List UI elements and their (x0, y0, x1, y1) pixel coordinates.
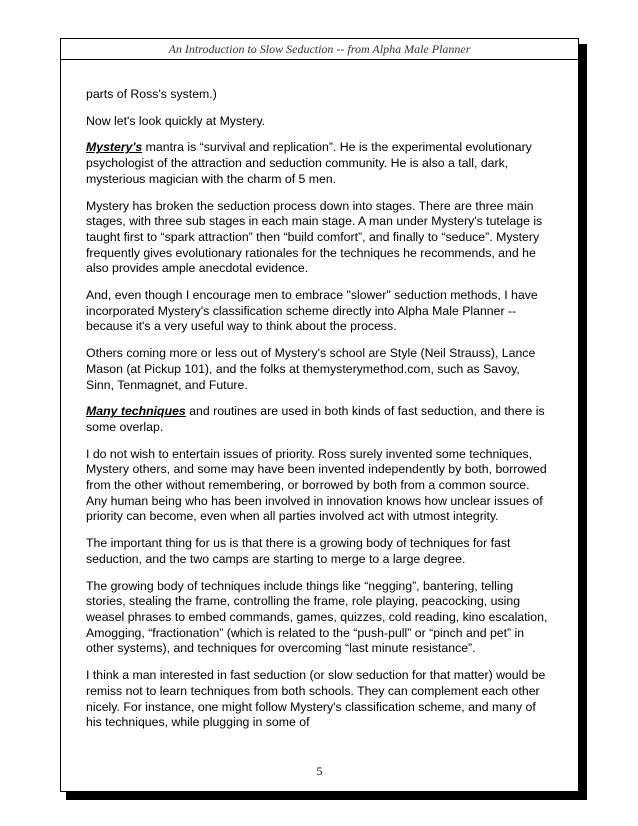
mystery-link[interactable]: Mystery's (86, 140, 143, 155)
paragraph: Others coming more or less out of Mystery's school are Style (Neil Strauss), Lance Mason (at Pickup 101), and the folks at themysterymethod.com, such as Savoy, Sinn, Tenmagnet, and Future. (86, 346, 536, 392)
paragraph-text: mantra is “survival and replication”. He is the experimental evolutionary psychologist of the attraction and seduction community. He is also a tall, dark, mysterious magician with the charm of 5 men. (86, 140, 532, 186)
paragraph: I think a man interested in fast seduction (or slow seduction for that matter) would be remiss not to learn techniques from both schools. They can complement each other nicely. For instance, one might follow Mystery's classification scheme, and many of his techniques, while plugging in some of (86, 668, 546, 730)
paragraph: The growing body of techniques include things like “negging”, bantering, telling stories, stealing the frame, controlling the frame, role playing, peacocking, using weasel phrases to embed commands, games, quizzes, cold reading, kino escalation, Amogging, “fractionation” (which is related to the “push-pull” or “pinch and pet” in other systems), and techniques for overcoming “last minute resistance”. (86, 578, 548, 656)
paragraph: Mystery has broken the seduction process down into stages. There are three main stages, with three sub stages in each main stage. A man under Mystery's tutelage is taught first to “spark attraction” then “build comfort”, and finally to “seduce”. Mystery frequently gives evolutionary rationales for the techniques he recommends, and he also provides ample anecdotal evidence. (86, 198, 543, 276)
body-text (86, 87, 548, 742)
header-rule (61, 59, 578, 60)
paragraph: Now let's look quickly at Mystery. (86, 113, 266, 128)
paragraph (86, 404, 548, 435)
paragraph: The important thing for us is that there is a growing body of techniques for fast seduction, and the two camps are starting to merge to a large degree. (86, 536, 511, 566)
document-page (60, 38, 579, 792)
paragraph: I do not wish to entertain issues of priority. Ross surely invented some techniques, Mystery others, and some may have been invented independently by both, borrowed from the other without remembering, or borrowed by both from a common source. Any human being who has been involved in innovation knows how unclear issues of priority can become, even when all parties involved act with utmost integrity. (86, 446, 547, 524)
many-techniques-link[interactable]: Many techniques (86, 404, 186, 419)
paragraph: parts of Ross's system.) (86, 87, 217, 101)
paragraph (86, 140, 548, 187)
page-number: 5 (316, 764, 323, 778)
paragraph: And, even though I encourage men to embrace "slower" seduction methods, I have incorporated Mystery's classification scheme directly into Alpha Male Planner -- because it's a very useful way to think about the process. (86, 288, 538, 334)
running-header: An Introduction to Slow Seduction -- from Alpha Male Planner (168, 42, 471, 56)
paragraph-text: and routines are used in both kinds of fast seduction, and there is some overlap. (86, 404, 545, 434)
